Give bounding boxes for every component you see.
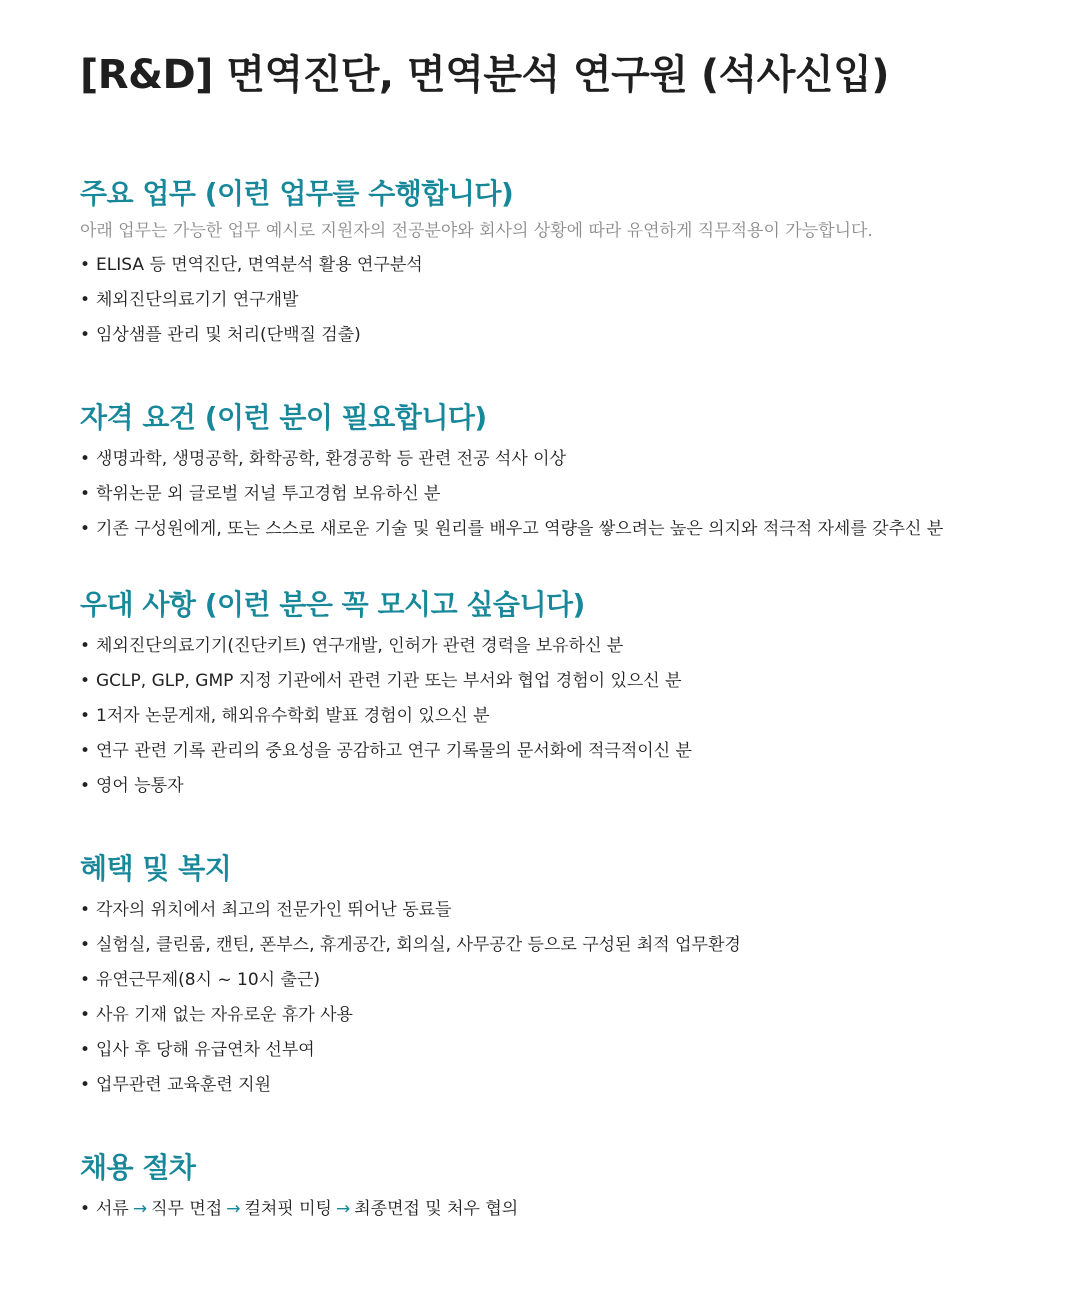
section-duties: [80, 174, 1036, 353]
list-item: • 업무관련 교육훈련 지원: [80, 1068, 1036, 1103]
list-item: • 실험실, 클린룸, 캔틴, 폰부스, 휴게공간, 회의실, 사무공간 등으로 구성된 최적 업무환경: [80, 928, 1036, 963]
preferred-list: [80, 629, 1036, 804]
page-title: [R&D] 면역진단, 면역분석 연구원 (석사신입): [80, 52, 890, 98]
arrow-right-icon: →: [226, 1199, 241, 1219]
section-requirements: [80, 398, 1036, 547]
section-process: [80, 1148, 1036, 1227]
section-heading-requirements: 자격 요건 (이런 분이 필요합니다): [80, 401, 487, 434]
list-item: • 학위논문 외 글로벌 저널 투고경험 보유하신 분: [80, 477, 1036, 512]
process-list: [80, 1192, 1036, 1227]
list-item: • 입사 후 당해 유급연차 선부여: [80, 1033, 1036, 1068]
list-item: • 기존 구성원에게, 또는 스스로 새로운 기술 및 원리를 배우고 역량을 쌓으려는 높은 의지와 적극적 자세를 갖추신 분: [80, 512, 1036, 547]
section-heading-benefits: 혜택 및 복지: [80, 852, 232, 885]
process-steps: [80, 1192, 1036, 1227]
list-item: • 체외진단의료기기(진단키트) 연구개발, 인허가 관련 경력을 보유하신 분: [80, 629, 1036, 664]
section-heading-duties: 주요 업무 (이런 업무를 수행합니다): [80, 177, 514, 210]
section-heading-preferred: 우대 사항 (이런 분은 꼭 모시고 싶습니다): [80, 588, 585, 621]
arrow-right-icon: →: [132, 1199, 148, 1219]
list-item: • 체외진단의료기기 연구개발: [80, 283, 1036, 318]
arrow-right-icon: →: [335, 1199, 351, 1219]
list-item: • 연구 관련 기록 관리의 중요성을 공감하고 연구 기록물의 문서화에 적극적이신 분: [80, 734, 1036, 769]
list-item: • GCLP, GLP, GMP 지정 기관에서 관련 기관 또는 부서와 협업 경험이 있으신 분: [80, 664, 1036, 699]
list-item: • 1저자 논문게재, 해외유수학회 발표 경험이 있으신 분: [80, 699, 1036, 734]
duties-list: [80, 248, 1036, 353]
process-step: 직무 면접: [151, 1199, 223, 1219]
section-description-duties: 아래 업무는 가능한 업무 예시로 지원자의 전공분야와 회사의 상황에 따라 유연하게 직무적용이 가능합니다.: [80, 221, 873, 241]
list-item: • 사유 기재 없는 자유로운 휴가 사용: [80, 998, 1036, 1033]
process-step: 컬쳐핏 미팅: [244, 1199, 332, 1219]
list-item: • 유연근무제(8시 ~ 10시 출근): [80, 963, 1036, 998]
section-benefits: [80, 849, 1036, 1103]
list-item: • 각자의 위치에서 최고의 전문가인 뛰어난 동료들: [80, 893, 1036, 928]
list-item: • ELISA 등 면역진단, 면역분석 활용 연구분석: [80, 248, 1036, 283]
process-step: 최종면접 및 처우 협의: [354, 1199, 519, 1219]
section-preferred: [80, 585, 1036, 804]
requirements-list: [80, 442, 1036, 547]
section-heading-process: 채용 절차: [80, 1151, 196, 1184]
list-item: • 임상샘플 관리 및 처리(단백질 검출): [80, 318, 1036, 353]
process-step: 서류: [96, 1199, 129, 1219]
list-item: • 생명과학, 생명공학, 화학공학, 환경공학 등 관련 전공 석사 이상: [80, 442, 1036, 477]
benefits-list: [80, 893, 1036, 1103]
list-item: • 영어 능통자: [80, 769, 1036, 804]
